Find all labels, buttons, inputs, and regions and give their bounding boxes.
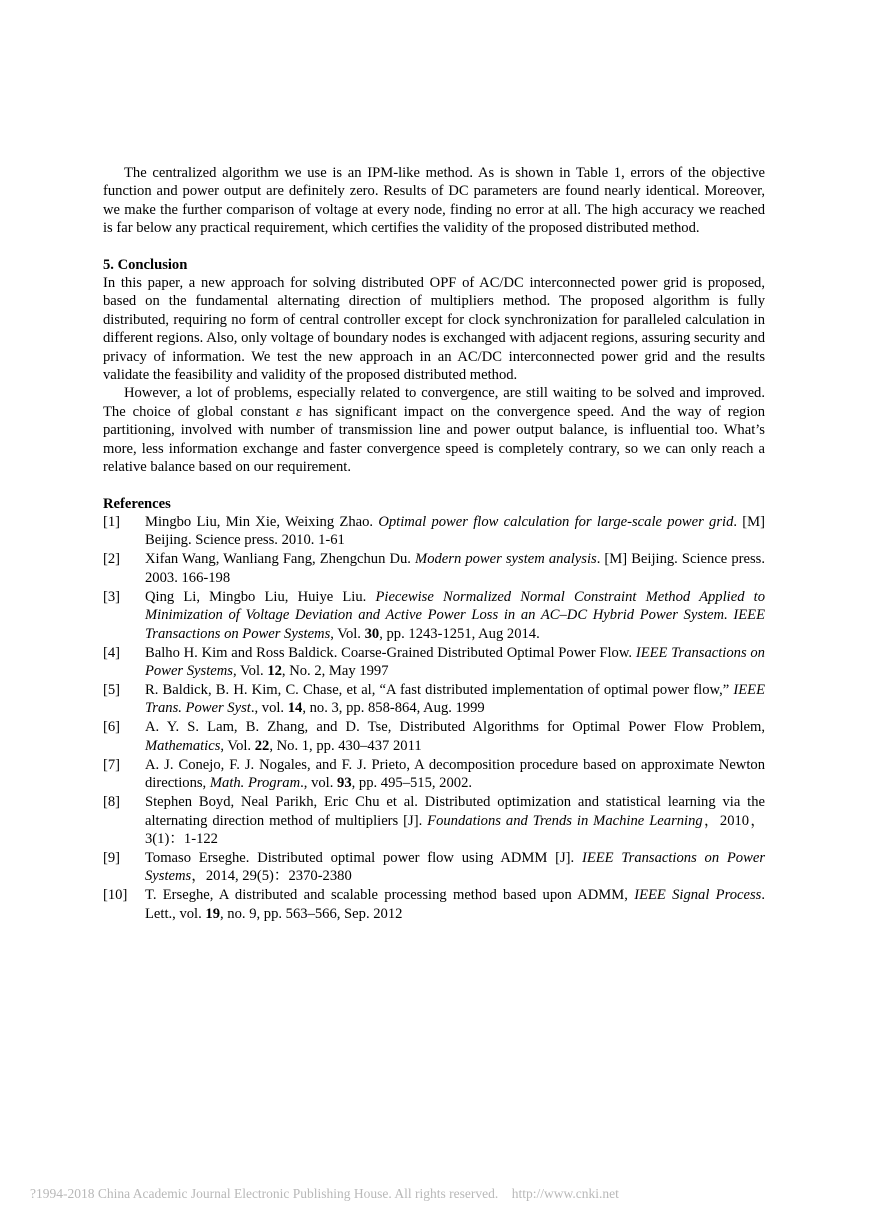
reference-item-5 [103, 681, 765, 718]
reference-item-2 [103, 550, 765, 587]
reference-volume: 19 [205, 905, 220, 922]
reference-pages: , no. 3, pp. 858-864, Aug. 1999 [302, 700, 485, 717]
reference-volume: 30 [364, 625, 380, 642]
reference-journal: Mathematics [145, 737, 221, 754]
reference-volume: 12 [267, 662, 282, 679]
reference-authors: A. Y. S. Lam, B. Zhang, and D. Tse, Distributed Algorithms for Optimal Power Flow Problem, [145, 719, 765, 736]
reference-details: . [M] Beijing. Science press. 2003. 166-198 [145, 551, 765, 586]
reference-details: , Vol. [232, 662, 268, 679]
reference-details: , Vol. [330, 625, 365, 642]
reference-authors: Stephen Boyd, Neal Parikh, Eric Chu et al. Distributed optimization and statistical learning via the alternating direction method of multipliers [J]. [145, 794, 765, 829]
reference-number: [8] [103, 794, 121, 811]
reference-number: [10] [103, 887, 128, 904]
watermark-footer [30, 1185, 619, 1203]
page-body [103, 164, 765, 924]
reference-number: [5] [103, 681, 121, 698]
footer-url: http://www.cnki.net [511, 1186, 619, 1201]
conclusion-p2-text-b: has significant impact on the convergence speed. And the way of region partitioning, involved with number of transmission line and power output balance, is influential too. What’s more, less information exchange and faster convergence speed is completely contrary, so we can only reach a relative balance based on our requirement. [103, 403, 765, 476]
reference-number: [7] [103, 756, 121, 773]
reference-item-8 [103, 793, 765, 848]
reference-details: ., vol. [250, 700, 288, 717]
references-heading: References [103, 495, 171, 512]
reference-journal: IEEE Transactions on Power Systems [145, 644, 765, 679]
reference-number: [2] [103, 551, 121, 568]
reference-item-4 [103, 644, 765, 681]
reference-number: [4] [103, 644, 121, 661]
reference-journal: IEEE Signal Process [634, 887, 762, 904]
reference-details: ., vol. [300, 775, 338, 792]
reference-details: ，2014, 29(5)：2370-2380 [191, 868, 352, 885]
reference-authors: R. Baldick, B. H. Kim, C. Chase, et al, “A fast distributed implementation of optimal power flow,” [145, 681, 734, 698]
conclusion-paragraph-2 [103, 384, 765, 476]
reference-item-7 [103, 756, 765, 793]
reference-volume: 14 [287, 700, 303, 717]
reference-journal: Math. Program [209, 775, 301, 792]
reference-authors: Balho H. Kim and Ross Baldick. Coarse-Grained Distributed Optimal Power Flow. [145, 644, 636, 661]
reference-number: [1] [103, 513, 121, 530]
conclusion-heading: 5. Conclusion [103, 256, 188, 273]
reference-journal: IEEE Transactions on Power Systems [145, 849, 765, 885]
reference-authors: Xifan Wang, Wanliang Fang, Zhengchun Du. [145, 551, 416, 568]
reference-details: . [M] Beijing. Science press. 2010. 1-61 [145, 513, 766, 549]
reference-item-3 [103, 588, 765, 643]
reference-pages: , pp. 495–515, 2002. [351, 775, 473, 792]
reference-item-10 [103, 886, 765, 923]
reference-title: Modern power system analysis [415, 551, 597, 568]
reference-pages: , no. 9, pp. 563–566, Sep. 2012 [220, 905, 403, 922]
reference-journal: Foundations and Trends in Machine Learning [427, 812, 703, 829]
reference-title: Piecewise Normalized Normal Constraint Method Applied to Minimization of Voltage Deviation and Active Power Loss in an AC–DC Hybrid Power System. IEEE Transactions on Power Systems [145, 588, 765, 642]
reference-authors: A. J. Conejo, F. J. Nogales, and F. J. Prieto, A decomposition procedure based on approximate Newton directions, [145, 756, 765, 792]
reference-pages: , No. 2, May 1997 [281, 662, 389, 679]
reference-authors: T. Erseghe, A distributed and scalable processing method based upon ADMM, [145, 887, 635, 904]
reference-list [103, 513, 765, 923]
reference-number: [9] [103, 849, 121, 866]
reference-item-1 [103, 513, 765, 550]
intro-paragraph: The centralized algorithm we use is an IPM-like method. As is shown in Table 1, errors of the objective function and power output are definitely zero. Results of DC parameters are found nearly identical. Moreover, we make the further comparison of voltage at every node, finding no error at all. The high accuracy we reached is far below any practical requirement, which certifies the validity of the proposed distributed method. [103, 165, 765, 237]
reference-volume: 22 [254, 737, 270, 754]
reference-item-9 [103, 849, 765, 886]
conclusion-p2-text-a: However, a lot of problems, especially related to convergence, are still waiting to be solved and improved. The choice of global constant [103, 385, 765, 420]
reference-authors: Tomaso Erseghe. Distributed optimal power flow using ADMM [J]. [145, 849, 582, 866]
epsilon-symbol: ε [295, 403, 302, 420]
reference-pages: , pp. 1243-1251, Aug 2014. [379, 625, 540, 642]
reference-journal: IEEE Trans. Power Syst [145, 681, 765, 717]
reference-number: [3] [103, 588, 121, 605]
conclusion-paragraph-1: In this paper, a new approach for solving distributed OPF of AC/DC interconnected power grid is proposed, based on the fundamental alternating direction of multipliers method. The proposed algorithm is fully distributed, requiring no form of central controller except for clock synchronization for paralleled calculation in different regions. Also, only voltage of boundary nodes is exchanged with adjacent regions, assuring security and privacy of information. We test the new approach in an AC/DC interconnected power grid and the results validate the feasibility and validity of the proposed distributed method. [103, 275, 765, 384]
reference-volume: 93 [337, 775, 352, 792]
footer-copyright: ?1994-2018 China Academic Journal Electronic Publishing House. All rights reserved. [30, 1186, 499, 1201]
reference-authors: Qing Li, Mingbo Liu, Huiye Liu. [145, 588, 376, 605]
reference-title: Optimal power flow calculation for large-scale power grid [378, 513, 734, 530]
reference-details: . Lett., vol. [145, 887, 765, 922]
reference-authors: Mingbo Liu, Min Xie, Weixing Zhao. [145, 513, 379, 530]
reference-details: , Vol. [220, 737, 255, 754]
reference-item-6 [103, 718, 765, 755]
reference-details: ，2010，3(1)：1-122 [145, 812, 765, 847]
reference-number: [6] [103, 719, 121, 736]
reference-pages: , No. 1, pp. 430–437 2011 [269, 737, 422, 754]
